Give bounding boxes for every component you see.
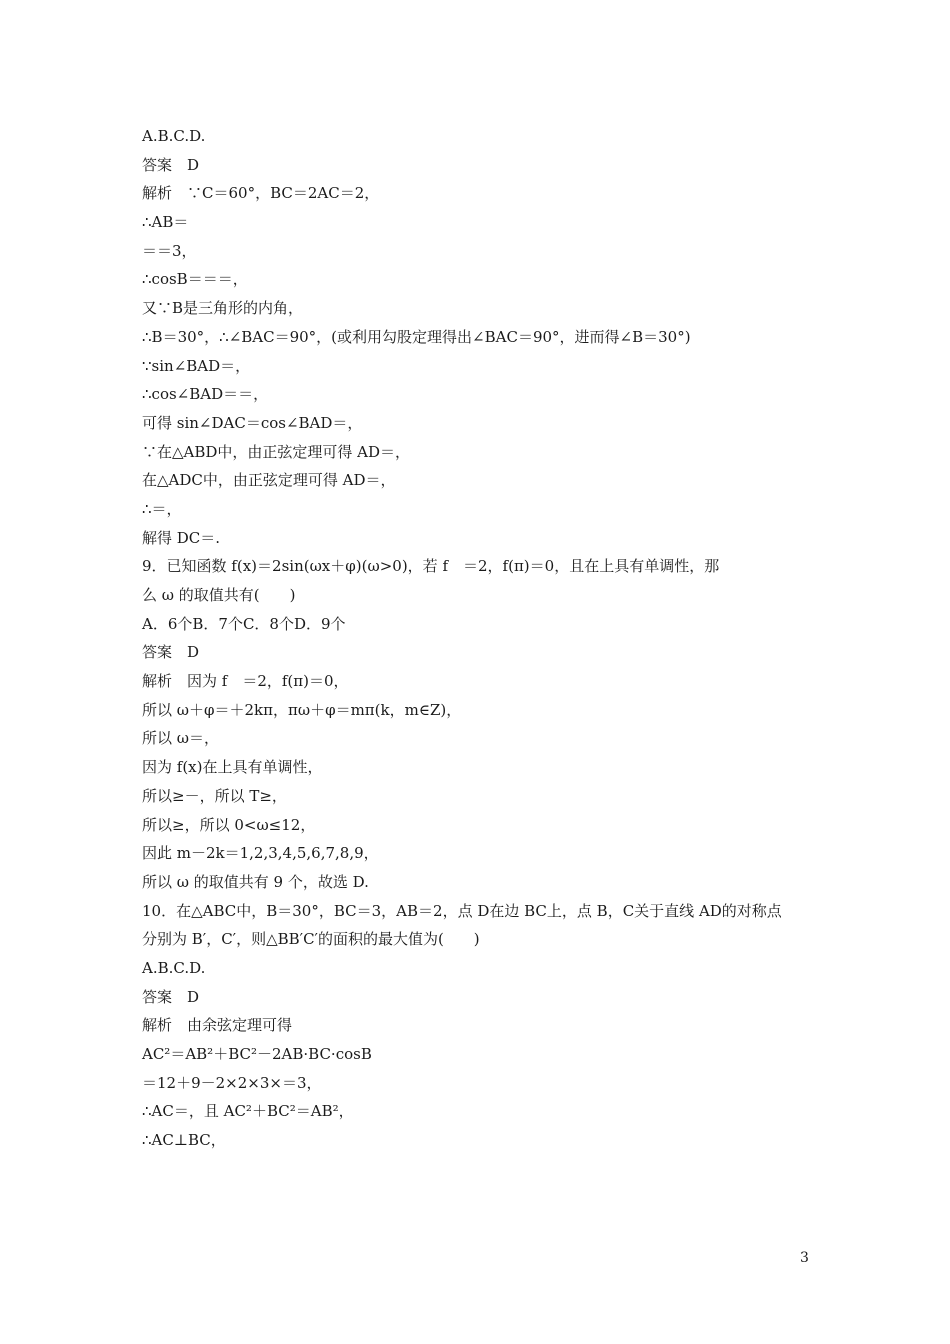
text-line: 10．在△ABC中，B＝30°，BC＝3，AB＝2，点 D在边 BC上，点 B，C关于直线 AD的对称点 — [142, 901, 782, 920]
text-line: ∴cosB＝＝＝， — [142, 270, 248, 289]
text-line: 因为 f(x)在上具有单调性， — [142, 758, 323, 777]
text-line: ∵sin∠BAD＝， — [142, 356, 251, 375]
text-line: ∵在△ABD中，由正弦定理可得 AD＝， — [142, 442, 411, 461]
text-line: 所以 ω＝， — [142, 729, 219, 748]
text-line: 解析 因为 f ＝2，f(π)＝0， — [142, 672, 349, 691]
text-line: 因此 m－2k＝1,2,3,4,5,6,7,8,9， — [142, 844, 379, 863]
text-line: 9．已知函数 f(x)＝2sin(ωx＋φ)(ω>0)，若 f ＝2，f(π)＝0，且在上具有单调性，那 — [142, 557, 720, 576]
text-line: ∴B＝30°，∴∠BAC＝90°，(或利用勾股定理得出∠BAC＝90°，进而得∠B＝30°) — [142, 327, 691, 346]
text-line: ＝＝3， — [142, 241, 197, 260]
text-line: 可得 sin∠DAC＝cos∠BAD＝， — [142, 413, 363, 432]
text-line: 解得 DC＝. — [142, 528, 221, 547]
text-line: ＝12＋9－2×2×3×＝3， — [142, 1073, 322, 1092]
page-number: 3 — [800, 1250, 809, 1266]
text-line: A.B.C.D. — [142, 958, 206, 977]
text-line: 又∵B是三角形的内角， — [142, 299, 304, 318]
text-line: 么 ω 的取值共有( ) — [142, 586, 296, 604]
text-line: 答案 D — [142, 987, 200, 1006]
text-line: 解析 ∵C＝60°，BC＝2AC＝2， — [142, 184, 380, 203]
text-line: 答案 D — [142, 643, 200, 662]
text-line: 在△ADC中，由正弦定理可得 AD＝， — [142, 471, 396, 490]
text-line: 所以 ω＋φ＝＋2kπ，πω＋φ＝mπ(k，m∈Z)， — [142, 700, 462, 719]
text-line: 答案 D — [142, 155, 200, 174]
text-line: ∴AC⊥BC， — [142, 1131, 226, 1150]
text-line: 分别为 B′，C′，则△BB′C′的面积的最大值为( ) — [142, 930, 480, 949]
text-line: 所以 ω 的取值共有 9 个，故选 D. — [142, 872, 369, 891]
text-line: ∴＝， — [142, 499, 182, 518]
text-line: 所以≥－，所以 T≥， — [142, 786, 287, 805]
text-line: ∴cos∠BAD＝＝， — [142, 385, 269, 404]
text-line: A.B.C.D. — [142, 127, 206, 145]
page-content — [142, 122, 822, 1155]
text-line: AC²＝AB²＋BC²－2AB·BC·cosB — [142, 1045, 372, 1063]
text-line: ∴AC＝，且 AC²＋BC²＝AB²， — [142, 1102, 354, 1121]
text-line: 所以≥，所以 0<ω≤12， — [142, 815, 316, 834]
text-line: A．6个B．7个C．8个D．9个 — [142, 614, 346, 633]
text-line: ∴AB＝ — [142, 213, 189, 232]
text-line: 解析 由余弦定理可得 — [142, 1016, 293, 1035]
